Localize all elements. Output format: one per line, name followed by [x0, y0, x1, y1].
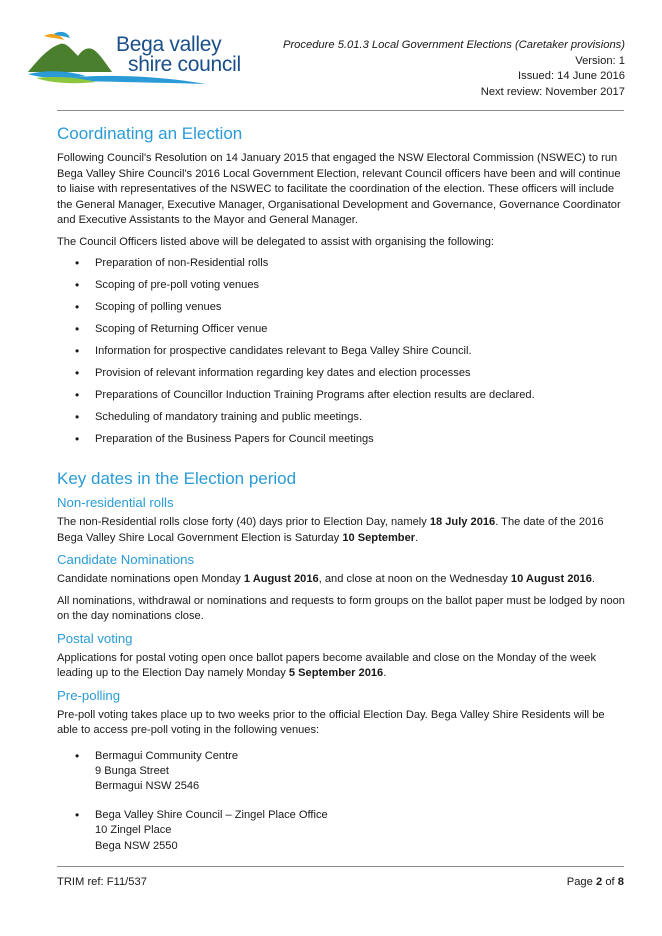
- list-item: • Preparation of the Business Papers for Council meetings: [57, 432, 625, 447]
- subheading-candidate-nominations: Candidate Nominations: [57, 552, 195, 567]
- venue-list: [57, 749, 625, 854]
- subheading-pre-polling: Pre-polling: [57, 687, 121, 703]
- list-item: • Scoping of Returning Officer venue: [57, 322, 625, 337]
- section-heading-key-dates: Key dates in the Election period: [57, 469, 297, 488]
- coordinating-list: [57, 256, 625, 447]
- main-content: [57, 124, 625, 868]
- venue-name: • Bega Valley Shire Council – Zingel Place Office: [95, 809, 328, 822]
- subheading-non-residential: Non-residential rolls: [57, 495, 174, 510]
- postal-voting-paragraph: Applications for postal voting open once ballot papers become available and close on the Monday of the week leading up to the Election Day namely Monday 5 September 2016.: [57, 651, 597, 679]
- list-item: • Information for prospective candidates relevant to Bega Valley Shire Council.: [57, 344, 625, 359]
- venue-town: Bermagui NSW 2546: [95, 779, 200, 792]
- trim-reference: TRIM ref: F11/537: [57, 876, 147, 888]
- footer-divider: [57, 866, 624, 867]
- candidate-nominations-paragraph: Candidate nominations open Monday 1 August 2016, and close at noon on the Wednesday 10 August 2016.: [57, 573, 595, 585]
- venue-item: [57, 808, 625, 854]
- coordinating-paragraph: Following Council's Resolution on 14 January 2015 that engaged the NSW Electoral Commission (NSWEC) to run Bega Valley Shire Council's 2016 Local Government Election, relevant Council officers have been and will continue to liaise with representatives of the NSWEC to facilitate the coordination of the election. These officers will include the General Manager, Executive Manager, Organisational Development and Governance, Governance Coordinator and Executive Assistants to the Mayor and General Manager.: [57, 152, 621, 226]
- header-divider: [57, 110, 624, 111]
- nominations-lodgement-paragraph: All nominations, withdrawal or nominations and requests to form groups on the ballot paper must be lodged by noon on the day nominations close.: [57, 594, 625, 622]
- venue-item: [57, 749, 625, 795]
- procedure-info: [283, 38, 625, 100]
- logo-line-1: Bega valley: [116, 33, 222, 56]
- list-item: • Preparation of non-Residential rolls: [57, 256, 625, 271]
- non-residential-paragraph: The non-Residential rolls close forty (40) days prior to Election Day, namely 18 July 2016. The date of the 2016 Bega Valley Shire Local Government Election is Saturday 10 September.: [57, 516, 604, 544]
- page-number: Page 2 of 8: [566, 876, 624, 888]
- list-item: • Scheduling of mandatory training and public meetings.: [57, 410, 625, 425]
- procedure-version: Version: 1: [575, 54, 625, 67]
- venue-town: Bega NSW 2550: [95, 839, 178, 852]
- pre-polling-paragraph: Pre-poll voting takes place up to two weeks prior to the official Election Day. Bega Valley Shire Residents will be able to access pre-poll voting in the following venues:: [57, 708, 605, 736]
- list-item: • Scoping of polling venues: [57, 300, 625, 315]
- list-item: • Provision of relevant information regarding key dates and election processes: [57, 366, 625, 381]
- procedure-issued: Issued: 14 June 2016: [518, 70, 625, 83]
- logo-wordmark: [116, 35, 241, 75]
- procedure-next-review: Next review: November 2017: [480, 85, 625, 98]
- procedure-title: Procedure 5.01.3 Local Government Elections (Caretaker provisions): [282, 39, 625, 51]
- coordinating-intro: The Council Officers listed above will be delegated to assist with organising the following:: [57, 235, 495, 248]
- council-logo: [26, 30, 241, 92]
- venue-street: 10 Zingel Place: [95, 824, 172, 837]
- logo-line-2: shire council: [128, 53, 241, 76]
- venue-name: • Bermagui Community Centre: [95, 749, 239, 762]
- section-heading-coordinating: Coordinating an Election: [57, 124, 243, 143]
- subheading-postal-voting: Postal voting: [57, 630, 133, 646]
- list-item: • Scoping of pre-poll voting venues: [57, 278, 625, 293]
- list-item: • Preparations of Councillor Induction Training Programs after election results are declared.: [57, 388, 625, 403]
- venue-street: 9 Bunga Street: [95, 764, 170, 777]
